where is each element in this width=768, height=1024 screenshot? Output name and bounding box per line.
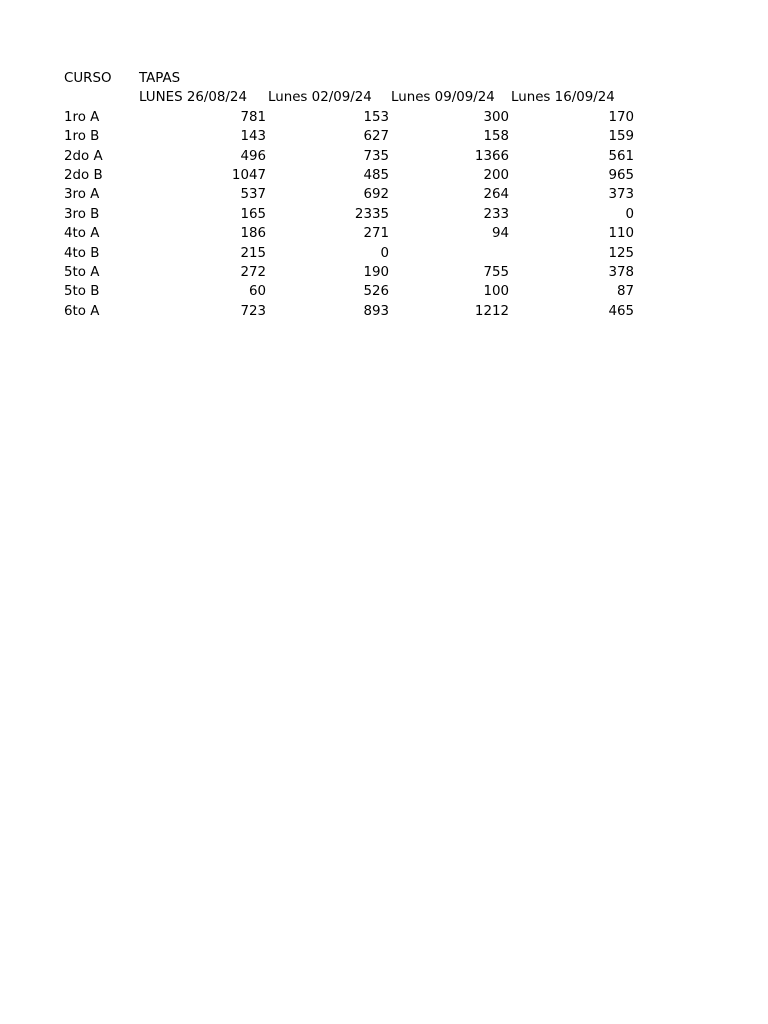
- value-cell[interactable]: 87: [616, 284, 634, 300]
- value-cell[interactable]: 100: [483, 284, 509, 300]
- value-cell[interactable]: 1047: [231, 167, 266, 183]
- date-header[interactable]: Lunes 16/09/24: [511, 90, 615, 106]
- value-cell[interactable]: 110: [608, 226, 634, 242]
- date-header[interactable]: Lunes 09/09/24: [391, 90, 495, 106]
- value-cell[interactable]: 300: [483, 109, 509, 125]
- curso-cell[interactable]: 4to A: [64, 226, 100, 242]
- value-cell[interactable]: 60: [248, 284, 266, 300]
- curso-cell[interactable]: 5to B: [64, 284, 100, 300]
- value-cell[interactable]: 1366: [474, 148, 509, 164]
- value-cell[interactable]: 186: [240, 226, 266, 242]
- curso-cell[interactable]: 5to A: [64, 264, 100, 280]
- value-cell[interactable]: 373: [608, 187, 634, 203]
- curso-cell[interactable]: 6to A: [64, 303, 100, 319]
- value-cell[interactable]: 158: [483, 129, 509, 145]
- date-header[interactable]: LUNES 26/08/24: [139, 90, 247, 106]
- curso-cell[interactable]: 1ro B: [64, 129, 100, 145]
- value-cell[interactable]: 159: [608, 129, 634, 145]
- curso-header[interactable]: CURSO: [64, 71, 112, 86]
- value-cell[interactable]: 781: [240, 109, 266, 125]
- date-header[interactable]: Lunes 02/09/24: [268, 90, 372, 106]
- curso-cell[interactable]: 3ro B: [64, 206, 100, 222]
- value-cell[interactable]: 627: [363, 129, 389, 145]
- value-cell[interactable]: 1212: [474, 303, 509, 319]
- value-cell[interactable]: 94: [491, 226, 509, 242]
- curso-cell[interactable]: 2do B: [64, 167, 103, 183]
- value-cell[interactable]: 755: [483, 264, 509, 280]
- value-cell[interactable]: 233: [483, 206, 509, 222]
- value-cell[interactable]: 537: [240, 187, 266, 203]
- value-cell[interactable]: 153: [363, 109, 389, 125]
- value-cell[interactable]: 2335: [354, 206, 389, 222]
- curso-cell[interactable]: 4to B: [64, 245, 100, 261]
- value-cell[interactable]: 965: [608, 167, 634, 183]
- value-cell[interactable]: 893: [363, 303, 389, 319]
- curso-cell[interactable]: 2do A: [64, 148, 103, 164]
- value-cell[interactable]: 526: [363, 284, 389, 300]
- value-cell[interactable]: 735: [363, 148, 389, 164]
- value-cell[interactable]: 143: [240, 129, 266, 145]
- value-cell[interactable]: 378: [608, 264, 634, 280]
- value-cell[interactable]: 485: [363, 167, 389, 183]
- value-cell[interactable]: 125: [608, 245, 634, 261]
- value-cell[interactable]: 692: [363, 187, 389, 203]
- value-cell[interactable]: 496: [240, 148, 266, 164]
- value-cell[interactable]: 200: [483, 167, 509, 183]
- curso-cell[interactable]: 1ro A: [64, 109, 100, 125]
- value-cell[interactable]: 215: [240, 245, 266, 261]
- tapas-header[interactable]: TAPAS: [139, 71, 181, 86]
- value-cell[interactable]: 723: [240, 303, 266, 319]
- value-cell[interactable]: 0: [380, 245, 389, 261]
- value-cell[interactable]: 264: [483, 187, 509, 203]
- value-cell[interactable]: 272: [240, 264, 266, 280]
- value-cell[interactable]: 271: [363, 226, 389, 242]
- value-cell[interactable]: 170: [608, 109, 634, 125]
- value-cell[interactable]: 190: [363, 264, 389, 280]
- value-cell[interactable]: 561: [608, 148, 634, 164]
- value-cell[interactable]: 465: [608, 303, 634, 319]
- value-cell[interactable]: 0: [625, 206, 634, 222]
- value-cell[interactable]: 165: [240, 206, 266, 222]
- curso-cell[interactable]: 3ro A: [64, 187, 100, 203]
